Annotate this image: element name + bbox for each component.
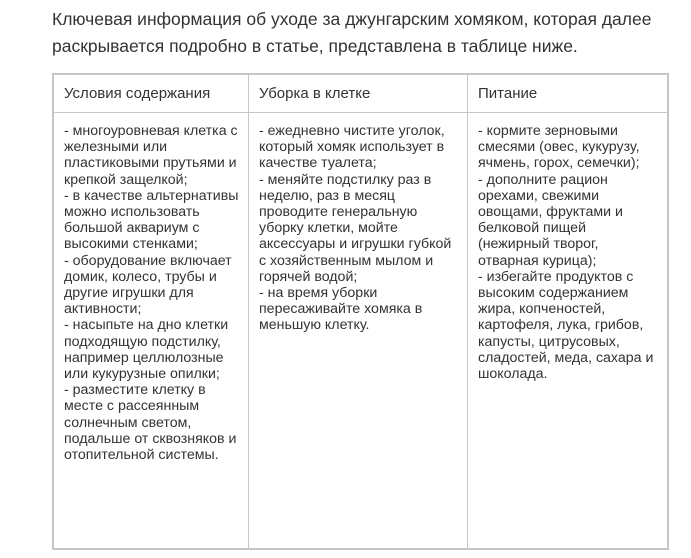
header-cleaning: Уборка в клетке — [249, 75, 468, 113]
cell-conditions-text: - многоуровневая клетка с железными или пластиковыми прутьями и крепкой защелкой; - в качестве альтернативы можно использовать большой аквариум с высокими стенками; - оборудование включает домик, колесо, трубы и другие игрушки для активности; - насыпьте на дно клетки подходящую подстилку, например целлюлозные или кукурузные опилки; - разместите клетку в месте с рассеянным солнечным светом, подальше от сквозняков и отопительной системы. — [64, 123, 239, 464]
intro-paragraph: Ключевая информация об уходе за джунгарским хомяком, которая далее раскрывается подробно в статье, представлена в таблице ниже. — [52, 9, 652, 56]
care-table-grid — [53, 74, 668, 549]
header-feeding: Питание — [468, 75, 668, 113]
cell-conditions — [54, 113, 249, 549]
cell-feeding-text: - кормите зерновыми смесями (овес, кукурузу, ячмень, горох, семечки); - дополните рацион орехами, свежими овощами, фруктами и белковой пищей (нежирный творог, отварная курица); - избегайте продуктов с высоким содержанием жира, копченостей, картофеля, лука, грибов, капусты, цитрусовых, сладостей, меда, сахара и шоколада. — [478, 123, 654, 383]
table-row — [54, 113, 668, 549]
table-header-row — [54, 75, 668, 113]
header-conditions: Условия содержания — [54, 75, 249, 113]
care-table — [52, 73, 669, 550]
cell-feeding — [468, 113, 668, 549]
cell-cleaning — [249, 113, 468, 549]
cell-cleaning-text: - ежедневно чистите уголок, который хомяк использует в качестве туалета; - меняйте подстилку раз в неделю, раз в месяц проводите генеральную уборку клетки, мойте аксессуары и игрушки губкой с хозяйственным мылом и горячей водой; - на время уборки пересаживайте хомяка в меньшую клетку. — [259, 123, 452, 334]
